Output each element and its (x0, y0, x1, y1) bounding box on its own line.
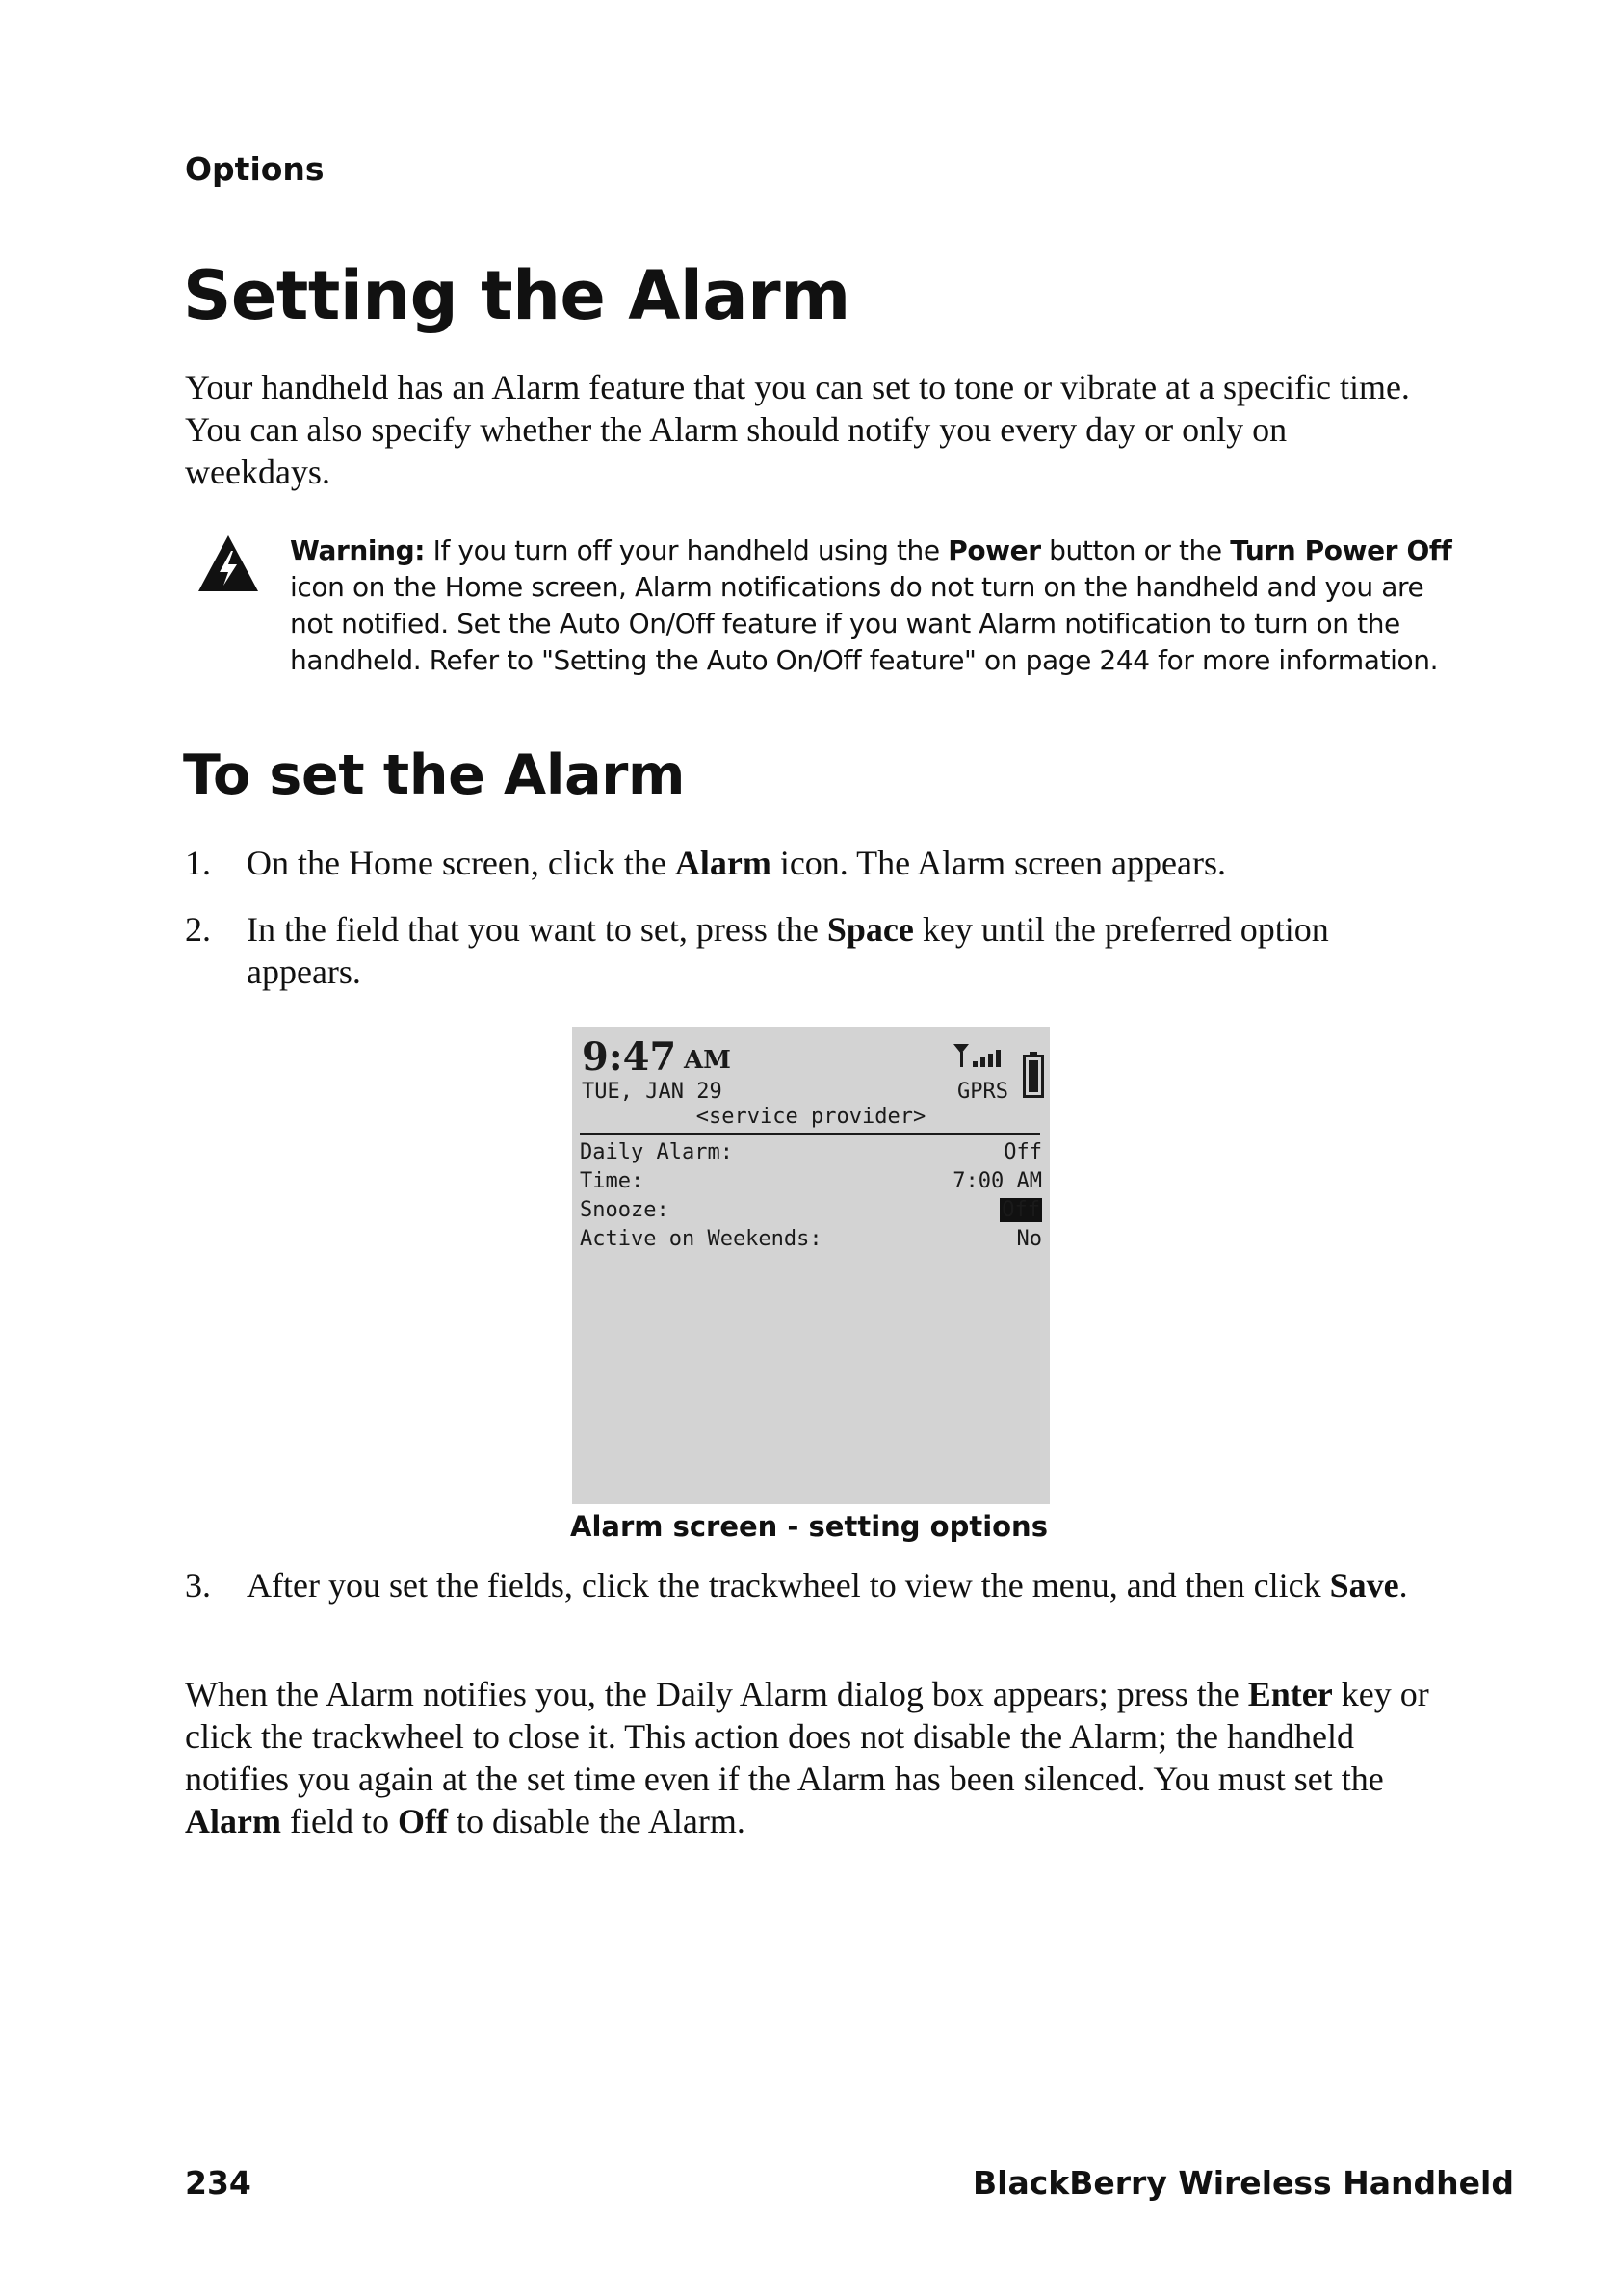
intro-paragraph: Your handheld has an Alarm feature that you can set to tone or vibrate at a specific time. You can also specify whether the Alarm should notify you every day or only on weekdays. (185, 368, 1410, 491)
alarm-term: Alarm (674, 844, 771, 882)
battery-icon (1023, 1052, 1044, 1098)
network-type: GPRS (957, 1080, 1008, 1104)
snooze-label: Snooze: (580, 1198, 669, 1222)
section-label: Options (185, 150, 325, 188)
clock-time: 9:47 (582, 1034, 677, 1080)
alarm-screen-screenshot (572, 1027, 1050, 1504)
active-on-weekends-label: Active on Weekends: (580, 1227, 822, 1251)
enter-term: Enter (1247, 1675, 1333, 1713)
save-term: Save (1329, 1566, 1399, 1605)
off-term: Off (397, 1802, 448, 1840)
daily-alarm-label: Daily Alarm: (580, 1140, 733, 1164)
header-divider (580, 1133, 1040, 1135)
step-number: 1. (185, 844, 211, 882)
closing-paragraph: When the Alarm notifies you, the Daily Alarm dialog box appears; press the Enter key or click the trackwheel to close it. This action does not disable the Alarm; the handheld notifies you again at the set time even if the Alarm has been silenced. You must set the Alarm field to Off to disable the Alarm. (185, 1675, 1429, 1840)
power-term: Power (948, 535, 1041, 566)
subsection-title: To set the Alarm (183, 744, 686, 807)
turn-power-off-term: Turn Power Off (1230, 535, 1452, 566)
figure-caption: Alarm screen - setting options (570, 1510, 1048, 1543)
time-label: Time: (580, 1169, 644, 1193)
warning-label: Warning: (290, 535, 426, 566)
footer-title: BlackBerry Wireless Handheld (973, 2164, 1514, 2202)
active-on-weekends-value[interactable]: No (1016, 1227, 1042, 1251)
clock-date: TUE, JAN 29 (582, 1080, 722, 1104)
signal-strength-icon (952, 1042, 1019, 1073)
space-term: Space (826, 910, 914, 949)
daily-alarm-value[interactable]: Off (1004, 1140, 1042, 1164)
page-title: Setting the Alarm (183, 256, 850, 335)
warning-note: Warning: If you turn off your handheld using the Power button or the Turn Power Off icon on the Home screen, Alarm notifications do not turn on the handheld and you are not notified. Set the Auto On/Off feature if you want Alarm notification to turn on the handheld. Refer to "Setting the Auto On/Off feature" on page 244 for more information. (290, 535, 1452, 676)
time-value[interactable]: 7:00 AM (953, 1169, 1042, 1193)
snooze-value[interactable]: Off (1002, 1198, 1040, 1222)
alarm-field-term: Alarm (185, 1802, 281, 1840)
step-3: 3. After you set the fields, click the trackwheel to view the menu, and then click Save. (185, 1566, 1408, 1605)
clock-ampm: AM (684, 1046, 731, 1075)
step-number: 2. (185, 910, 211, 949)
service-provider: <service provider> (695, 1105, 926, 1129)
step-number: 3. (185, 1566, 211, 1605)
step-2: 2. In the field that you want to set, press the Space key until the preferred option appears. (185, 910, 1329, 991)
step-1: 1. On the Home screen, click the Alarm icon. The Alarm screen appears. (185, 844, 1226, 882)
warning-icon (196, 534, 260, 593)
page-number: 234 (185, 2164, 251, 2202)
